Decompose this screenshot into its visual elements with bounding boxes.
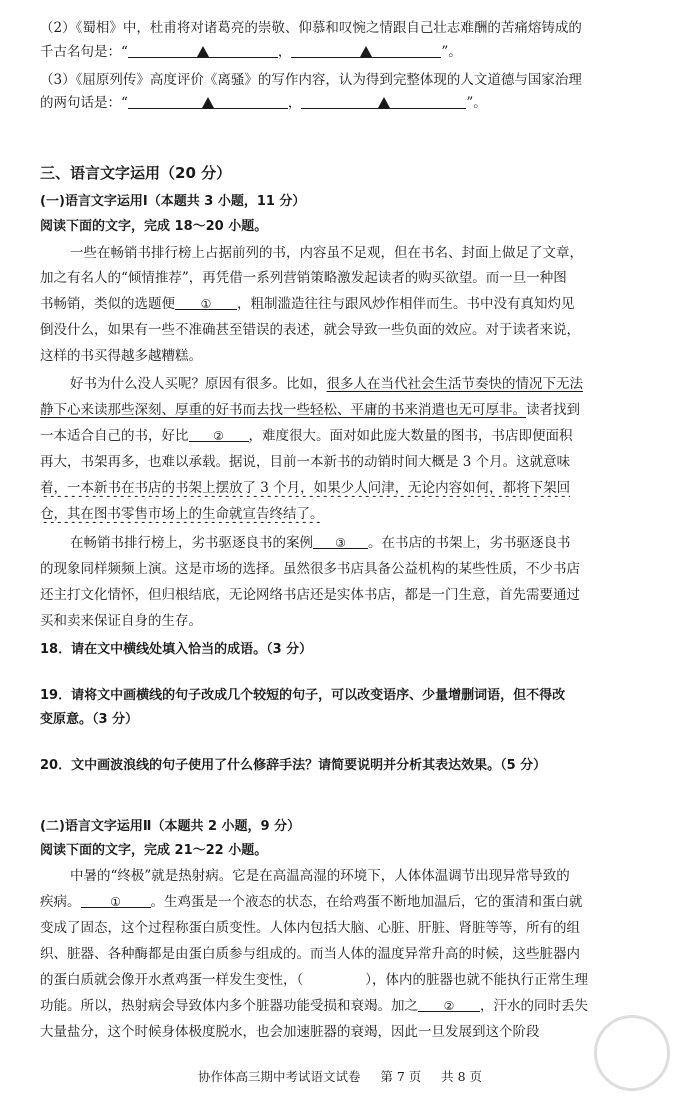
footer-exam-name: 协作体高三期中考试语文试卷 (197, 1069, 361, 1084)
text-span: 在畅销书排行榜上，劣书驱逐良书的案例 (70, 535, 313, 551)
text-span: 好书为什么没人买呢？原因有很多。比如， (70, 376, 327, 392)
wavy-sentence: 仓，其在图书零售市场上的生命就宣告终结了。 (40, 506, 324, 522)
passage-line (70, 535, 660, 552)
passage-line: 买和卖来保证自身的生存。 (40, 613, 202, 629)
underlined-sentence: 很多人在当代社会生活节奏快的情况下无法 (326, 376, 583, 392)
passage-line: 变成了固态，这个过程称蛋白质变性。人体内包括大脑、心脏、肝脏、肾脏等等，所有的组 (40, 920, 580, 936)
passage-line (40, 402, 660, 419)
question-3-line-1: （3）《屈原列传》高度评价《离骚》的写作内容，认为得到完整体现的人文道德与国家治理 (40, 72, 582, 88)
answer-blank[interactable] (128, 95, 288, 109)
passage-line: 大量盐分，这个时候身体极度脱水，也会加速脏器的衰竭，因此一旦发展到这个阶段 (40, 1024, 540, 1040)
question-19-line-2: 变原意。（3 分） (40, 712, 139, 727)
footer-total-pages: 共 8 页 (441, 1069, 483, 1084)
triangle-icon (378, 97, 390, 108)
passage-line: 倒没什么，如果有一些不准确甚至错误的表述，就会导致一些负面的效应。对于读者来说， (40, 322, 580, 338)
quote-close: ”。 (441, 44, 462, 60)
text-span: ，粗制滥造往往与跟风炒作相伴而生。书中没有真知灼见 (237, 296, 575, 312)
passage-line (40, 296, 660, 313)
passage-line: 的现象同样频频上演。这是市场的选择。虽然很多书店具备公益机构的某些性质，不少书店 (40, 561, 580, 577)
triangle-icon (202, 97, 214, 108)
page-footer (0, 1067, 680, 1085)
quote-open: 千古名句是：“ (40, 44, 128, 60)
quote-close: ”。 (466, 95, 487, 111)
text-span: 。生鸡蛋是一个液态的状态，在给鸡蛋不断地加温后，它的蛋清和蛋白就 (150, 894, 583, 910)
passage-line: 还主打文化情怀，但归根结底，无论网络书店还是实体书店，都是一门生意，首先需要通过 (40, 587, 580, 603)
blank-5[interactable]: ② (418, 998, 480, 1012)
question-19-line-1: 19．请将文中画横线的句子改成几个较短的句子，可以改变语序、少量增删词语，但不得改 (40, 688, 566, 703)
passage-line (40, 506, 660, 523)
footer-page-number: 第 7 页 (380, 1069, 422, 1084)
comma: ， (287, 95, 302, 111)
blank-1[interactable]: ① (175, 296, 237, 310)
question-2-line-1: （2）《蜀相》中，杜甫将对诸葛亮的崇敬、仰慕和叹惋之情跟自己壮志难酬的苦痛熔铸成的 (40, 20, 582, 36)
passage-line: 中暑的“终极”就是热射病。它是在高温高湿的环境下，人体体温调节出现异常导致的 (70, 868, 570, 884)
passage-line: 再大，书架再多，也难以承载。据说，目前一本新书的动销时间大概是 3 个月。这就意味 (40, 454, 571, 470)
text-span: 疾病。 (40, 894, 81, 910)
answer-blank[interactable] (128, 44, 278, 58)
quote-open: 的两句话是：“ (40, 95, 128, 111)
text-span: ，汗水的同时丢失 (480, 998, 588, 1014)
question-2-line-2 (40, 44, 660, 61)
passage-line (40, 428, 660, 445)
underlined-sentence: 静下心来读那些深刻、厚重的好书而去找一些轻松、平庸的书来消遣也无可厚非。 (40, 402, 526, 418)
passage-line: 织、脏器、各种酶都是由蛋白质参与组成的。而当人体的温度异常升高的时候，这些脏器内 (40, 946, 580, 962)
text-span: 书畅销，类似的选题便 (40, 296, 175, 312)
question-3-line-2 (40, 95, 660, 112)
passage-line (40, 972, 660, 989)
text-span: 。在书店的书架上，劣书驱逐良书 (368, 535, 571, 551)
answer-blank[interactable] (291, 44, 441, 58)
passage-line (40, 998, 660, 1015)
part-2-title: (二)语言文字运用Ⅱ（本题共 2 小题，9 分） (40, 819, 301, 834)
section-title: 三、语言文字运用（20 分） (40, 165, 232, 182)
text-span: 读者找到 (526, 402, 580, 418)
blank-3[interactable]: ③ (313, 535, 368, 549)
triangle-icon (360, 46, 372, 57)
passage-line: 加之有名人的“倾情推荐”，再凭借一系列营销策略激发起读者的购买欲望。而一旦一种图 (40, 270, 567, 286)
passage-line (40, 894, 660, 911)
comma: ， (277, 44, 292, 60)
text-span: 一本适合自己的书，好比 (40, 428, 189, 444)
text-span: ，难度很大。面对如此庞大数量的图书，书店即便面积 (248, 428, 573, 444)
passage-line: 这样的书买得越多越糟糕。 (40, 348, 202, 364)
part-1-title: (一)语言文字运用Ⅰ（本题共 3 小题，11 分） (40, 194, 306, 209)
question-20: 20．文中画波浪线的句子使用了什么修辞手法？请简要说明并分析其表达效果。（5 分） (40, 758, 547, 773)
text-span: 功能。所以，热射病会导致体内多个脏器功能受损和衰竭。加之 (40, 998, 418, 1014)
text-span: ），体内的脏器也就不能执行正常生理 (365, 972, 588, 988)
answer-blank[interactable] (301, 95, 466, 109)
question-18: 18．请在文中横线处填入恰当的成语。（3 分） (40, 642, 313, 657)
part-2-instruction: 阅读下面的文字，完成 21～22 小题。 (40, 843, 268, 858)
text-span: 的蛋白质就会像开水煮鸡蛋一样发生变性，（ (40, 972, 304, 988)
passage-line (40, 480, 660, 497)
passage-line: 一些在畅销书排行榜上占据前列的书，内容虽不足观，但在书名、封面上做足了文章， (70, 245, 583, 261)
blank-2[interactable]: ② (189, 428, 249, 442)
blank-4[interactable]: ① (81, 894, 151, 908)
passage-line (70, 376, 660, 393)
part-1-instruction: 阅读下面的文字，完成 18～20 小题。 (40, 219, 268, 234)
wavy-sentence: 着，一本新书在书店的书架上摆放了 3 个月，如果少人问津，无论内容如何，都将下架回 (40, 480, 571, 496)
triangle-icon (197, 46, 209, 57)
watermark-stamp-icon (594, 1015, 670, 1091)
